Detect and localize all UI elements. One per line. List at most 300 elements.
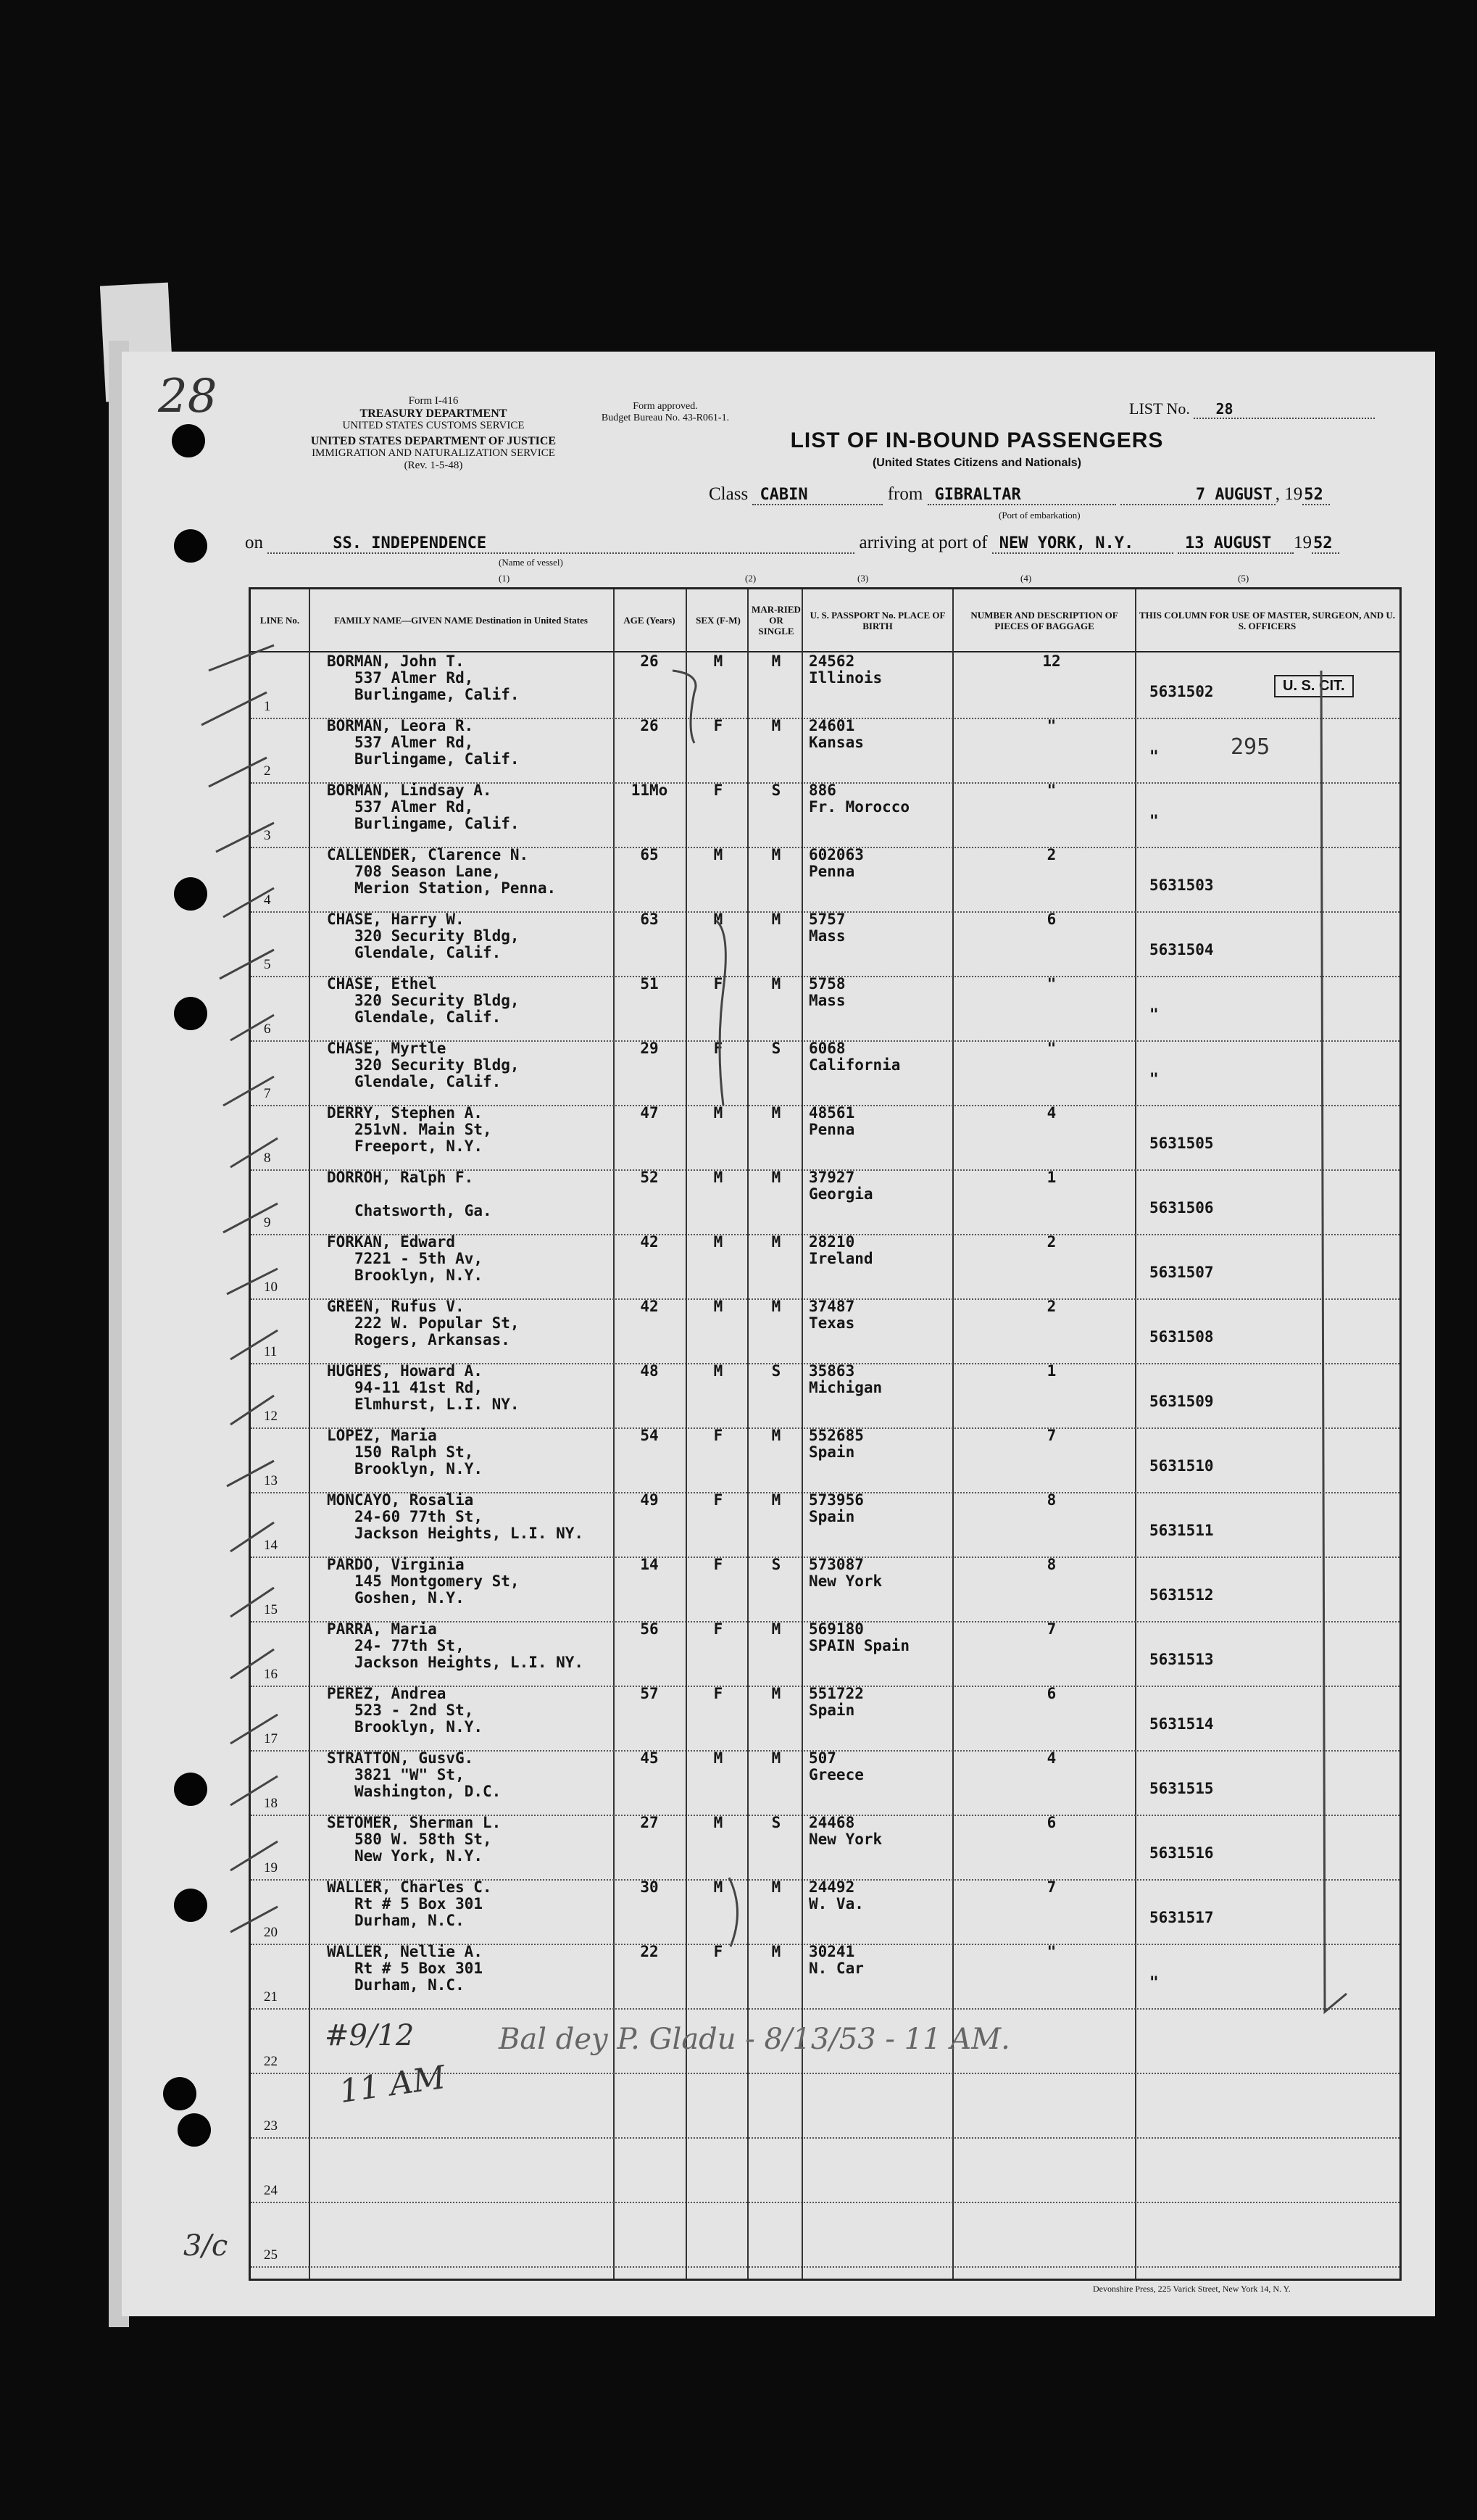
family-name: CHASE, Ethel [327, 975, 437, 992]
year-suffix: 52 [1302, 486, 1330, 505]
age-value: 51 [640, 975, 659, 992]
baggage-count: 7 [1047, 1878, 1057, 1896]
passport-number: 569180 [809, 1620, 864, 1638]
binder-hole [174, 877, 207, 911]
line-number: 16 [264, 1667, 278, 1682]
arrival-year-suffix: 52 [1312, 534, 1339, 554]
marital-value: M [771, 1298, 781, 1315]
marital-value: S [771, 1556, 781, 1573]
address-line-1: 523 - 2nd St, [354, 1702, 474, 1719]
passport-number: 886 [809, 782, 836, 799]
place-of-birth: N. Car [809, 1960, 864, 1977]
age-value: 45 [640, 1749, 659, 1767]
officer-number: 5631512 [1149, 1586, 1214, 1604]
vessel-name: SS. INDEPENDENCE [267, 534, 854, 554]
check-mark [230, 1776, 278, 1805]
baggage-count: 2 [1047, 1233, 1057, 1251]
family-bracket [716, 921, 725, 1106]
address-line-1: 580 W. 58th St, [354, 1831, 492, 1848]
vertical-pencil-line [1321, 671, 1347, 2012]
family-name: STRATTON, GusvG. [327, 1749, 474, 1767]
age-value: 14 [640, 1556, 659, 1573]
family-name: CHASE, Myrtle [327, 1040, 446, 1057]
class-label: Class [709, 484, 749, 504]
treasury-dept: TREASURY DEPARTMENT [359, 407, 507, 420]
marital-value: S [771, 782, 781, 799]
address-line-2: Burlingame, Calif. [354, 750, 520, 768]
address-line-1: 320 Security Bldg, [354, 927, 520, 945]
line-number: 2 [264, 763, 271, 779]
class-value: CABIN [752, 486, 883, 505]
line-number: 10 [264, 1280, 278, 1295]
address-line-1: Rt # 5 Box 301 [354, 1960, 483, 1977]
family-name: BORMAN, John T. [327, 652, 465, 670]
place-of-birth: Penna [809, 863, 855, 880]
address-line-2: Glendale, Calif. [354, 944, 502, 961]
sex-value: M [713, 911, 723, 928]
place-of-birth: W. Va. [809, 1895, 864, 1912]
from-value: GIBRALTAR [928, 486, 1116, 505]
address-line-2: Merion Station, Penna. [354, 879, 557, 897]
place-of-birth: Texas [809, 1314, 855, 1332]
address-line-2: Brooklyn, N.Y. [354, 1267, 483, 1284]
place-of-birth: Penna [809, 1121, 855, 1138]
page-title: LIST OF IN-BOUND PASSENGERS [790, 428, 1164, 452]
place-of-birth: Georgia [809, 1185, 873, 1203]
sex-value: F [713, 1685, 723, 1702]
address-line-1: 251vN. Main St, [354, 1121, 492, 1138]
handwritten-margin-initials: 11 AM [337, 2059, 448, 2110]
binder-hole [172, 424, 205, 457]
officer-number: 5631502 [1149, 683, 1214, 700]
binder-hole [174, 1889, 207, 1922]
marital-value: M [771, 1104, 781, 1122]
pencil-check-marks [122, 352, 1435, 2316]
family-name: LOPEZ, Maria [327, 1427, 437, 1444]
place-of-birth: New York [809, 1831, 883, 1848]
class-line: Class CABIN from GIBRALTAR 7 AUGUST , 1952 [709, 484, 1330, 505]
sex-value: F [713, 1620, 723, 1638]
family-bracket [729, 1878, 738, 1947]
officer-number: 5631505 [1149, 1135, 1214, 1152]
line-number: 3 [264, 828, 271, 843]
check-mark [230, 1649, 274, 1678]
age-value: 56 [640, 1620, 659, 1638]
sex-value: F [713, 1491, 723, 1509]
family-bracket [673, 671, 696, 743]
place-of-birth: Spain [809, 1702, 855, 1719]
address-line-2: Brooklyn, N.Y. [354, 1718, 483, 1736]
col-num-1: (1) [499, 573, 510, 584]
line-number: 14 [264, 1538, 278, 1553]
officer-number: 5631511 [1149, 1522, 1214, 1539]
age-value: 26 [640, 717, 659, 734]
marital-value: M [771, 1491, 781, 1509]
arrival-year-prefix: 19 [1294, 533, 1312, 552]
line-number: 1 [264, 699, 271, 714]
passport-number: 24601 [809, 717, 855, 734]
marital-value: M [771, 1427, 781, 1444]
ins-service: IMMIGRATION AND NATURALIZATION SERVICE [312, 447, 555, 459]
baggage-count: " [1047, 782, 1057, 799]
sex-value: F [713, 1427, 723, 1444]
passport-number: 5757 [809, 911, 846, 928]
corner-handwritten-number: 28 [158, 370, 217, 423]
check-mark [230, 1841, 278, 1870]
family-name: FORKAN, Edward [327, 1233, 456, 1251]
family-name: PEREZ, Andrea [327, 1685, 446, 1702]
passport-number: 573956 [809, 1491, 864, 1509]
address-line-1: 222 W. Popular St, [354, 1314, 520, 1332]
place-of-birth: Spain [809, 1508, 855, 1525]
line-number: 6 [264, 1021, 271, 1037]
place-of-birth: Mass [809, 927, 846, 945]
address-line-1: 708 Season Lane, [354, 863, 502, 880]
marital-value: M [771, 1169, 781, 1186]
line-number: 4 [264, 892, 271, 908]
place-of-birth: Kansas [809, 734, 864, 751]
col-name-header: FAMILY NAME—GIVEN NAME Destination in United States [334, 615, 588, 626]
passport-number: 30241 [809, 1943, 855, 1960]
from-label: from [887, 484, 923, 504]
officer-number: 5631503 [1149, 876, 1214, 894]
age-value: 48 [640, 1362, 659, 1380]
address-line-2: Chatsworth, Ga. [354, 1202, 492, 1219]
sex-value: M [713, 1749, 723, 1767]
marital-value: M [771, 717, 781, 734]
family-name: WALLER, Nellie A. [327, 1943, 483, 1960]
address-line-2: Freeport, N.Y. [354, 1137, 483, 1155]
address-line-2: Goshen, N.Y. [354, 1589, 465, 1607]
passport-number: 602063 [809, 846, 864, 863]
line-number: 17 [264, 1731, 278, 1746]
baggage-count: 6 [1047, 911, 1057, 928]
marital-value: S [771, 1814, 781, 1831]
place-of-birth: Illinois [809, 669, 883, 687]
pencil-note-row22: Bal dey P. Gladu - 8/13/53 - 11 AM. [499, 2023, 1010, 2056]
on-label: on [245, 533, 263, 552]
line-number: 12 [264, 1409, 278, 1424]
sex-value: M [713, 1104, 723, 1122]
line-number: 13 [264, 1473, 278, 1488]
passport-number: 48561 [809, 1104, 855, 1122]
place-of-birth: New York [809, 1572, 883, 1590]
officer-number: " [1149, 747, 1159, 765]
passport-number: 6068 [809, 1040, 846, 1057]
col-passport-header: U. S. PASSPORT No. PLACE OF BIRTH [810, 609, 946, 631]
line-number: 22 [264, 2054, 278, 2069]
passport-number: 37927 [809, 1169, 855, 1186]
customs-service: UNITED STATES CUSTOMS SERVICE [342, 420, 525, 431]
baggage-count: 2 [1047, 1298, 1057, 1315]
sex-value: F [713, 1556, 723, 1573]
check-mark [223, 1077, 274, 1106]
check-mark [223, 1203, 278, 1232]
passport-number: 24562 [809, 652, 855, 670]
baggage-count: 7 [1047, 1427, 1057, 1444]
address-line-1: 320 Security Bldg, [354, 1056, 520, 1074]
officer-number: 5631514 [1149, 1715, 1214, 1733]
age-value: 30 [640, 1878, 659, 1896]
marital-value: M [771, 652, 781, 670]
family-name: BORMAN, Lindsay A. [327, 782, 492, 799]
baggage-count: 4 [1047, 1749, 1057, 1767]
check-mark [209, 758, 267, 787]
sex-value: F [713, 1943, 723, 1960]
line-number: 8 [264, 1151, 271, 1166]
address-line-2: Glendale, Calif. [354, 1008, 502, 1026]
check-mark [230, 1522, 274, 1551]
line-number: 23 [264, 2118, 278, 2134]
line-number: 25 [264, 2247, 278, 2263]
passport-number: 573087 [809, 1556, 864, 1573]
family-name: CALLENDER, Clarence N. [327, 846, 529, 863]
col-num-3: (3) [857, 573, 869, 584]
baggage-count: 6 [1047, 1685, 1057, 1702]
family-name: WALLER, Charles C. [327, 1878, 492, 1896]
col-baggage-header: NUMBER AND DESCRIPTION OF PIECES OF BAGGAGE [970, 609, 1118, 631]
officer-number: " [1149, 1070, 1159, 1087]
address-line-2: New York, N.Y. [354, 1847, 483, 1865]
family-name: MONCAYO, Rosalia [327, 1491, 474, 1509]
binder-hole [174, 1773, 207, 1806]
justice-dept: UNITED STATES DEPARTMENT OF JUSTICE [310, 435, 557, 447]
officer-number: 5631509 [1149, 1393, 1214, 1410]
form-number: Form I-416 [408, 395, 459, 407]
port-caption: (Port of embarkation) [999, 510, 1081, 521]
marital-value: S [771, 1040, 781, 1057]
marital-value: M [771, 846, 781, 863]
address-line-1: 537 Almer Rd, [354, 669, 474, 687]
place-of-birth: Greece [809, 1766, 864, 1783]
address-line-1: 537 Almer Rd, [354, 798, 474, 816]
check-mark [216, 823, 274, 852]
form-approved-text: Form approved. [633, 401, 698, 412]
marital-value: M [771, 1685, 781, 1702]
passport-number: 24492 [809, 1878, 855, 1896]
address-line-1: 145 Montgomery St, [354, 1572, 520, 1590]
sex-value: M [713, 1233, 723, 1251]
place-of-birth: Mass [809, 992, 846, 1009]
budget-bureau-text: Budget Bureau No. 43-R061-1. [601, 413, 730, 423]
stamped-number: 295 [1231, 734, 1270, 760]
us-citizen-stamp: U. S. CIT. [1274, 675, 1354, 697]
baggage-count: " [1047, 717, 1057, 734]
family-name: SETOMER, Sherman L. [327, 1814, 502, 1831]
address-line-1: 320 Security Bldg, [354, 992, 520, 1009]
sex-value: M [713, 1169, 723, 1186]
sex-value: M [713, 1362, 723, 1380]
check-mark [230, 1015, 274, 1040]
family-name: BORMAN, Leora R. [327, 717, 474, 734]
check-mark [220, 950, 274, 979]
col-num-5: (5) [1238, 573, 1249, 584]
family-name: DORROH, Ralph F. [327, 1169, 474, 1186]
check-mark [230, 1138, 278, 1167]
officer-number: " [1149, 1973, 1159, 1991]
marital-value: M [771, 1233, 781, 1251]
address-line-2: Durham, N.C. [354, 1976, 465, 1994]
age-value: 29 [640, 1040, 659, 1057]
check-mark [230, 1588, 274, 1617]
passport-number: 37487 [809, 1298, 855, 1315]
sex-value: F [713, 975, 723, 992]
manifest-page [122, 352, 1435, 2316]
sex-value: M [713, 1878, 723, 1896]
baggage-count: " [1047, 1040, 1057, 1057]
col-line-header: LINE No. [259, 615, 300, 626]
officer-number: " [1149, 1006, 1159, 1023]
col-officers-header: THIS COLUMN FOR USE OF MASTER, SURGEON, AND U. S. OFFICERS [1139, 609, 1396, 631]
passport-number: 28210 [809, 1233, 855, 1251]
age-value: 57 [640, 1685, 659, 1702]
age-value: 42 [640, 1233, 659, 1251]
binder-hole [174, 997, 207, 1030]
address-line-2: Rogers, Arkansas. [354, 1331, 510, 1348]
year-prefix: 19 [1284, 484, 1303, 504]
address-line-2: Washington, D.C. [354, 1783, 502, 1800]
check-mark [201, 692, 267, 725]
officer-number: 5631506 [1149, 1199, 1214, 1217]
age-value: 63 [640, 911, 659, 928]
line-number: 15 [264, 1602, 278, 1617]
address-line-1: 3821 "W" St, [354, 1766, 465, 1783]
address-line-2: Durham, N.C. [354, 1912, 465, 1929]
age-value: 11Mo [631, 782, 668, 799]
passport-number: 35863 [809, 1362, 855, 1380]
address-line-2: Glendale, Calif. [354, 1073, 502, 1090]
arrival-date: 13 AUGUST [1178, 534, 1294, 554]
check-mark [223, 888, 274, 917]
place-of-birth: California [809, 1056, 901, 1074]
address-line-1: 24- 77th St, [354, 1637, 465, 1654]
marital-value: M [771, 1620, 781, 1638]
check-mark [227, 1269, 278, 1294]
sex-value: M [713, 846, 723, 863]
list-no-label: LIST No. [1129, 399, 1190, 418]
handwritten-note-row22: #9/12 [325, 2019, 415, 2052]
marital-value: M [771, 1943, 781, 1960]
officer-number: 5631516 [1149, 1844, 1214, 1862]
age-value: 54 [640, 1427, 659, 1444]
passport-number: 24468 [809, 1814, 855, 1831]
line-number: 9 [264, 1215, 271, 1230]
binder-hole [174, 529, 207, 563]
baggage-count: 1 [1047, 1169, 1057, 1186]
col-num-2: (2) [745, 573, 757, 584]
officer-number: 5631517 [1149, 1909, 1214, 1926]
passport-number: 5758 [809, 975, 846, 992]
vessel-caption: (Name of vessel) [499, 557, 563, 568]
check-mark [230, 1715, 278, 1744]
bottom-margin-mark: 3/c [183, 2229, 228, 2263]
address-line-2: Elmhurst, L.I. NY. [354, 1396, 520, 1413]
line-number: 21 [264, 1989, 278, 2005]
passport-number: 507 [809, 1749, 836, 1767]
passport-number: 551722 [809, 1685, 864, 1702]
marital-value: M [771, 911, 781, 928]
marital-value: S [771, 1362, 781, 1380]
baggage-count: 2 [1047, 846, 1057, 863]
age-value: 52 [640, 1169, 659, 1186]
check-mark [227, 1461, 274, 1486]
address-line-1: 24-60 77th St, [354, 1508, 483, 1525]
baggage-count: 6 [1047, 1814, 1057, 1831]
marital-value: M [771, 1749, 781, 1767]
family-name: PARRA, Maria [327, 1620, 437, 1638]
marital-value: M [771, 975, 781, 992]
check-mark [230, 1330, 278, 1359]
baggage-count: 12 [1042, 652, 1061, 670]
family-name: GREEN, Rufus V. [327, 1298, 465, 1315]
place-of-birth: Michigan [809, 1379, 883, 1396]
officer-number: 5631507 [1149, 1264, 1214, 1281]
departure-date: 7 AUGUST [1120, 486, 1276, 505]
line-number: 20 [264, 1925, 278, 1940]
sex-value: M [713, 652, 723, 670]
baggage-count: " [1047, 975, 1057, 992]
age-value: 26 [640, 652, 659, 670]
line-number: 7 [264, 1086, 271, 1101]
officer-number: " [1149, 812, 1159, 829]
line-number: 11 [264, 1344, 278, 1359]
list-no-value: 28 [1194, 400, 1375, 419]
address-line-2: Jackson Heights, L.I. NY. [354, 1525, 584, 1542]
check-mark [230, 1396, 274, 1425]
place-of-birth: Ireland [809, 1250, 873, 1267]
officer-number: 5631508 [1149, 1328, 1214, 1346]
col-num-4: (4) [1020, 573, 1032, 584]
age-value: 22 [640, 1943, 659, 1960]
line-number: 19 [264, 1860, 278, 1876]
line-number: 24 [264, 2183, 278, 2198]
officer-number: 5631515 [1149, 1780, 1214, 1797]
address-line-1: 94-11 41st Rd, [354, 1379, 483, 1396]
address-line-2: Jackson Heights, L.I. NY. [354, 1654, 584, 1671]
address-line-1: 7221 - 5th Av, [354, 1250, 483, 1267]
sex-value: F [713, 1040, 723, 1057]
arriving-label: arriving at port of [859, 533, 988, 552]
page-subtitle: (United States Citizens and Nationals) [872, 457, 1082, 469]
baggage-count: " [1047, 1943, 1057, 1960]
binder-hole [163, 2077, 196, 2110]
revision-date: (Rev. 1-5-48) [404, 460, 463, 471]
address-line-1: Rt # 5 Box 301 [354, 1895, 483, 1912]
sex-value: F [713, 717, 723, 734]
check-mark [209, 645, 274, 671]
officer-number: 5631510 [1149, 1457, 1214, 1475]
check-mark [230, 1907, 278, 1932]
age-value: 27 [640, 1814, 659, 1831]
address-line-2: Burlingame, Calif. [354, 686, 520, 703]
age-value: 47 [640, 1104, 659, 1122]
age-value: 49 [640, 1491, 659, 1509]
binder-hole [178, 2113, 211, 2147]
col-age-header: AGE (Years) [623, 615, 675, 626]
sex-value: M [713, 1814, 723, 1831]
passport-number: 552685 [809, 1427, 864, 1444]
col-married-header: MAR-RIED OR SINGLE [752, 604, 801, 637]
baggage-count: 8 [1047, 1491, 1057, 1509]
printer-credit: Devonshire Press, 225 Varick Street, New York 14, N. Y. [1093, 2284, 1291, 2294]
col-sex-header: SEX (F-M) [696, 615, 741, 626]
address-line-2: Burlingame, Calif. [354, 815, 520, 832]
sex-value: F [713, 782, 723, 799]
age-value: 65 [640, 846, 659, 863]
family-name: CHASE, Harry W. [327, 911, 465, 928]
place-of-birth: Fr. Morocco [809, 798, 910, 816]
baggage-count: 8 [1047, 1556, 1057, 1573]
